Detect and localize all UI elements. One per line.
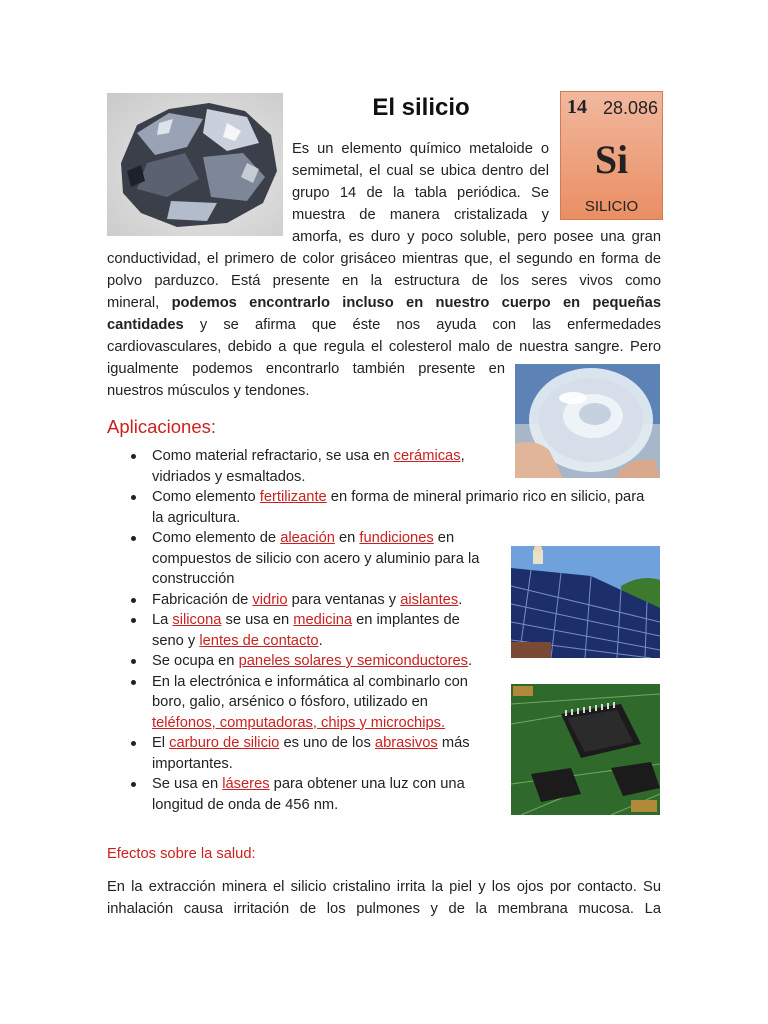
text-span: Se usa en (152, 776, 223, 792)
text-span: . (467, 653, 473, 669)
text-span: longitud de onda de 456 nm. (152, 796, 339, 813)
atomic-number: 14 (567, 96, 587, 118)
link-fertilizante[interactable]: fertilizante (259, 489, 327, 505)
link-telefonos-computadoras[interactable]: teléfonos, computadoras, chips y microchips. (152, 714, 446, 731)
text-span: construcción (152, 571, 235, 587)
text-span: en (433, 530, 455, 546)
link-lentes-de-contacto[interactable]: lentes de contacto (199, 632, 319, 649)
text-span: vidriados y esmaltados. (152, 468, 306, 485)
text-line: inhalación causa irritación de los pulmones y de la membrana mucosa. La (107, 901, 661, 917)
text-span: , (460, 448, 465, 464)
link-medicina[interactable]: medicina (293, 612, 353, 628)
text-line: En la extracción minera el silicio cristalino irrita la piel y los ojos por contacto. Su (107, 879, 661, 895)
periodic-element-tile (560, 91, 663, 220)
element-name: SILICIO (584, 198, 639, 215)
text-line: grupo 14 de la tabla periódica. Se (292, 185, 549, 201)
text-span: en (334, 530, 360, 546)
text-span: La (152, 612, 173, 628)
text-span: El (152, 735, 170, 751)
intro-paragraph-top (292, 138, 549, 226)
element-symbol: Si (594, 137, 629, 182)
bold-text: cantidades (107, 317, 184, 333)
link-silicona[interactable]: silicona (172, 612, 222, 628)
text-span: Como material refractario, se usa en (152, 448, 394, 464)
text-line: polvo parduzco. Está presente en la estructura de los seres vivos como (107, 273, 661, 289)
link-aleacion[interactable]: aleación (280, 530, 335, 546)
text-span: más (437, 735, 470, 751)
text-line (107, 314, 661, 336)
link-abrasivos[interactable]: abrasivos (374, 735, 438, 751)
silicon-rock-photo (107, 93, 283, 236)
text-span: Fabricación de (152, 591, 253, 608)
applications-heading: Aplicaciones: (107, 416, 217, 437)
text-line: Es un elemento químico metaloide o (292, 141, 549, 157)
text-line: cardiovasculares, debido a que regula el colesterol malo de nuestra sangre. Pero (107, 339, 661, 355)
text-span: importantes. (152, 755, 233, 772)
text-line: muestra de manera cristalizada y (292, 207, 549, 223)
text-span: . (318, 632, 323, 649)
text-line: igualmente podemos encontrarlo también presente en (107, 361, 505, 377)
text-span: Se ocupa en (152, 653, 239, 669)
text-span: compuestos de silicio con acero y aluminio para la (152, 550, 480, 567)
text-span: seno y (152, 632, 200, 649)
health-effects-paragraph (107, 876, 661, 920)
list-item (107, 487, 667, 528)
text-line: amorfa, es duro y poco soluble, pero posee una gran (292, 229, 661, 245)
text-span: y se afirma que éste nos ayuda con las enfermedades (183, 317, 661, 333)
link-carburo-de-silicio[interactable]: carburo de silicio (169, 735, 280, 751)
text-span: Como elemento de (152, 530, 281, 546)
link-fundiciones[interactable]: fundiciones (359, 530, 434, 546)
link-vidrio[interactable]: vidrio (252, 591, 288, 608)
text-line: semimetal, el cual se ubica dentro del (292, 163, 549, 179)
text-span: la agricultura. (152, 509, 241, 526)
text-span: mineral, (107, 295, 172, 311)
text-span: . (458, 591, 463, 608)
text-span: boro, galio, arsénico o fósforo, utilizado en (152, 694, 428, 710)
text-span: se usa en (221, 612, 294, 628)
bold-text: podemos encontrarlo incluso en nuestro cuerpo en pequeñas (171, 295, 661, 311)
text-span: en forma de mineral primario rico en silicio, para (326, 489, 645, 505)
link-paneles-solares[interactable]: paneles solares y semiconductores (238, 653, 468, 669)
text-span: para ventanas y (287, 591, 401, 608)
page-title: El silicio (372, 94, 470, 121)
link-ceramicas[interactable]: cerámicas (393, 448, 461, 464)
text-line: conductividad, el primero de color grisáceo mientras que, el segundo en forma de (107, 251, 661, 267)
text-span: es uno de los (279, 735, 375, 751)
text-span: en implantes de (352, 612, 460, 628)
microchip-photo (511, 684, 660, 815)
text-line: nuestros músculos y tendones. (107, 383, 310, 399)
solar-panels-photo (511, 546, 660, 658)
list-item (107, 446, 667, 487)
atomic-mass: 28.086 (602, 98, 658, 118)
text-line (107, 292, 661, 314)
link-laseres[interactable]: láseres (222, 776, 270, 792)
text-span: En la electrónica e informática al combinarlo con (152, 673, 468, 690)
link-aislantes[interactable]: aislantes (400, 591, 459, 608)
text-span: para obtener una luz con una (269, 776, 465, 792)
health-effects-heading: Efectos sobre la salud: (107, 846, 256, 862)
text-span: Como elemento (152, 489, 260, 505)
